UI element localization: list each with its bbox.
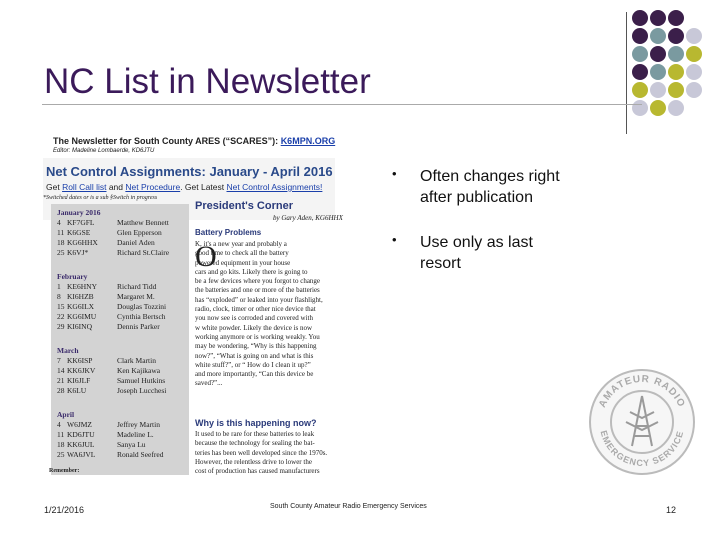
article-line: w white powder. Likely the device is now <box>195 323 313 332</box>
assignment-row <box>57 218 187 228</box>
assignment-row <box>57 430 187 440</box>
assignment-callsign: KF7GFL <box>67 218 95 227</box>
decorative-dot <box>650 46 666 62</box>
remember-label: Remember: <box>49 468 80 474</box>
article-line: saved?”... <box>195 379 223 388</box>
bullet-dot: • <box>392 166 397 181</box>
decorative-dot <box>686 64 702 80</box>
assignment-day: 18 <box>57 440 65 449</box>
assignment-name: Sanya Lu <box>117 440 146 449</box>
decorative-dot <box>632 64 648 80</box>
drop-cap: O <box>195 240 217 273</box>
roll-call-link[interactable]: Roll Call list <box>62 182 107 192</box>
assignment-callsign: KG6HHX <box>67 238 98 247</box>
assignment-row <box>57 248 187 258</box>
article-line: cost of production has caused manufacturers <box>195 467 320 476</box>
assignment-callsign: K6VJ* <box>67 248 89 257</box>
article-line: radio, clock, timer or other nice device that <box>195 305 316 314</box>
assignment-callsign: WA6JVL <box>67 450 96 459</box>
assignment-name: Margaret M. <box>117 292 155 301</box>
decorative-dot <box>650 64 666 80</box>
decorative-dot <box>632 46 648 62</box>
article-line: now?”, “What is going on and what is this <box>195 351 314 360</box>
article-line: teries has been well developed since the 1970s. <box>195 448 328 457</box>
newsletter-site-link[interactable]: K6MPN.ORG <box>280 136 336 146</box>
assignment-name: Dennis Parker <box>117 322 160 331</box>
assignment-day: 7 <box>57 356 61 365</box>
assignment-name: Madeline L. <box>117 430 154 439</box>
decorative-dot <box>668 10 684 26</box>
article-line: cars and go kits. Likely there is going to <box>195 267 308 276</box>
assignment-day: 22 <box>57 312 65 321</box>
article-line: It used to be rare for these batteries to leak <box>195 430 315 438</box>
decorative-dot <box>650 100 666 116</box>
decorative-dot <box>632 82 648 98</box>
assignment-callsign: KI6JLF <box>67 376 91 385</box>
assignment-day: 11 <box>57 228 65 237</box>
newsletter-title: The Newsletter for South County ARES (“SCARES”): K6MPN.ORG <box>53 136 336 146</box>
assignment-name: Cynthia Bertsch <box>117 312 166 321</box>
title-underline <box>42 104 642 105</box>
month-heading: January 2016 <box>57 208 101 217</box>
why-heading: Why is this happening now? <box>195 418 317 428</box>
article-line: may be wondering, “Why is this happening <box>195 342 317 351</box>
byline: by Gary Aden, KG6HHX <box>273 214 343 222</box>
article-line: you now see is corroded and covered with <box>195 314 313 323</box>
logo-top-text: AMATEUR RADIO <box>597 373 687 410</box>
article-line: white stuff?”, or “ How do I clean it up?” <box>195 360 311 369</box>
bullet-text: Often changes right after publication <box>420 168 560 206</box>
assignment-name: Glen Epperson <box>117 228 162 237</box>
assignment-callsign: KD6JTU <box>67 430 95 439</box>
assignment-callsign: KI6HZB <box>67 292 94 301</box>
assignment-row <box>57 312 187 322</box>
article-line: be a few devices where you forgot to change <box>195 277 321 286</box>
logo-bottom-text: EMERGENCY SERVICE <box>598 429 686 469</box>
month-heading: March <box>57 346 79 355</box>
assignment-day: 18 <box>57 238 65 247</box>
newsletter-editor: Editor: Madeline Lombaerde, KD6JTU <box>53 148 155 154</box>
battery-problems-heading: Battery Problems <box>195 228 262 237</box>
slide-title: NC List in Newsletter <box>44 62 371 101</box>
assignment-day: 1 <box>57 282 61 291</box>
assignment-day: 4 <box>57 420 61 429</box>
decorative-dot <box>650 28 666 44</box>
assignment-name: Joseph Lucchesi <box>117 386 167 395</box>
assignment-name: Ken Kajikawa <box>117 366 161 375</box>
assignment-row <box>57 322 187 332</box>
assignment-callsign: KE6HNY <box>67 282 97 291</box>
assignment-day: 25 <box>57 248 65 257</box>
decorative-dot <box>668 100 684 116</box>
article-line: working anymore or is working weakly. You <box>195 332 320 341</box>
assignment-name: Douglas Tozzini <box>117 302 167 311</box>
assignment-day: 11 <box>57 430 65 439</box>
assignment-callsign: K6LU <box>67 386 87 395</box>
assignment-row <box>57 302 187 312</box>
article-line: good time to check all the battery <box>195 249 289 258</box>
assignment-name: Richard St.Claire <box>117 248 170 257</box>
article-line: K, it's a new year and probably a <box>195 240 287 248</box>
article-line: because the technology for sealing the bat- <box>195 439 315 448</box>
assignment-row <box>57 366 187 376</box>
article-line: and more importantly, “Can this device be <box>195 370 314 379</box>
assignment-row <box>57 228 187 238</box>
month-heading: April <box>57 410 75 419</box>
newsletter-screenshot <box>43 130 343 476</box>
assignment-callsign: KG6ILX <box>67 302 95 311</box>
decorative-vertical-rule <box>626 12 627 134</box>
assignment-day: 4 <box>57 218 61 227</box>
article-line: the batteries and one or more of the batteries <box>195 286 320 295</box>
article-line: has “exploded” or leaked into your flashlight, <box>195 295 323 304</box>
assignment-name: Clark Martin <box>117 356 156 365</box>
bullet-dot: • <box>392 232 397 247</box>
decorative-dot <box>686 46 702 62</box>
page-number: 12 <box>666 505 677 515</box>
decorative-dot <box>650 10 666 26</box>
decorative-dot <box>668 64 684 80</box>
assignment-row <box>57 420 187 430</box>
assignment-name: Richard Tidd <box>117 282 157 291</box>
decorative-dot <box>686 82 702 98</box>
footer-center: South County Amateur Radio Emergency Services <box>270 503 427 510</box>
footer-date: 1/21/2016 <box>44 505 85 515</box>
assignment-name: Daniel Aden <box>117 238 155 247</box>
assignment-row <box>57 356 187 366</box>
assignment-row <box>57 238 187 248</box>
assignment-callsign: KK6JUL <box>67 440 95 449</box>
assignment-callsign: W6JMZ <box>67 420 92 429</box>
assignment-callsign: KK6JKV <box>67 366 96 375</box>
ares-logo <box>586 366 698 478</box>
assignment-name: Jeffrey Martin <box>117 420 160 429</box>
assignment-day: 29 <box>57 322 65 331</box>
switch-note: *Switched dates or is a sub §Switch in progress <box>43 195 158 201</box>
decorative-dot <box>668 46 684 62</box>
assignment-row <box>57 386 187 396</box>
net-control-schedule <box>51 204 189 475</box>
decorative-dot <box>650 82 666 98</box>
decorative-dot <box>632 28 648 44</box>
decorative-dot <box>668 82 684 98</box>
assignment-day: 15 <box>57 302 65 311</box>
assignment-row <box>57 376 187 386</box>
article-line: powered equipment in your house <box>195 258 291 267</box>
assignment-callsign: KK6ISP <box>67 356 93 365</box>
article-line: However, the relentless drive to lower the <box>195 457 312 466</box>
decorative-dot <box>668 28 684 44</box>
article-body <box>195 240 339 389</box>
decorative-dot <box>686 28 702 44</box>
article-body-continued <box>195 430 339 476</box>
assignment-row <box>57 292 187 302</box>
net-procedure-link[interactable]: Net Procedure <box>125 182 181 192</box>
assignment-callsign: KG6IMU <box>67 312 97 321</box>
bullet-text: Use only as last resort <box>420 234 533 272</box>
assignment-day: 25 <box>57 450 65 459</box>
net-control-assignments-link[interactable]: Net Control Assignments! <box>226 182 323 192</box>
month-heading: February <box>57 272 88 281</box>
assignment-callsign: K6GSE <box>67 228 91 237</box>
assignment-day: 28 <box>57 386 65 395</box>
assignment-callsign: KI6INQ <box>67 322 92 331</box>
assignment-row <box>57 450 187 460</box>
decorative-dot <box>632 100 648 116</box>
get-links-line: Get Roll Call list and Net Procedure. Get Latest Net Control Assignments! <box>46 182 323 192</box>
presidents-corner-heading: President's Corner <box>195 200 293 212</box>
assignment-name: Ronald Seefred <box>117 450 164 459</box>
assignment-row <box>57 440 187 450</box>
assignment-name: Samuel Hutkins <box>117 376 166 385</box>
net-control-heading: Net Control Assignments: January - April 2016 <box>46 164 333 179</box>
assignment-name: Matthew Bennett <box>117 218 169 227</box>
decorative-dot <box>632 10 648 26</box>
assignment-day: 8 <box>57 292 61 301</box>
assignment-row <box>57 282 187 292</box>
assignment-day: 21 <box>57 376 65 385</box>
assignment-day: 14 <box>57 366 65 375</box>
